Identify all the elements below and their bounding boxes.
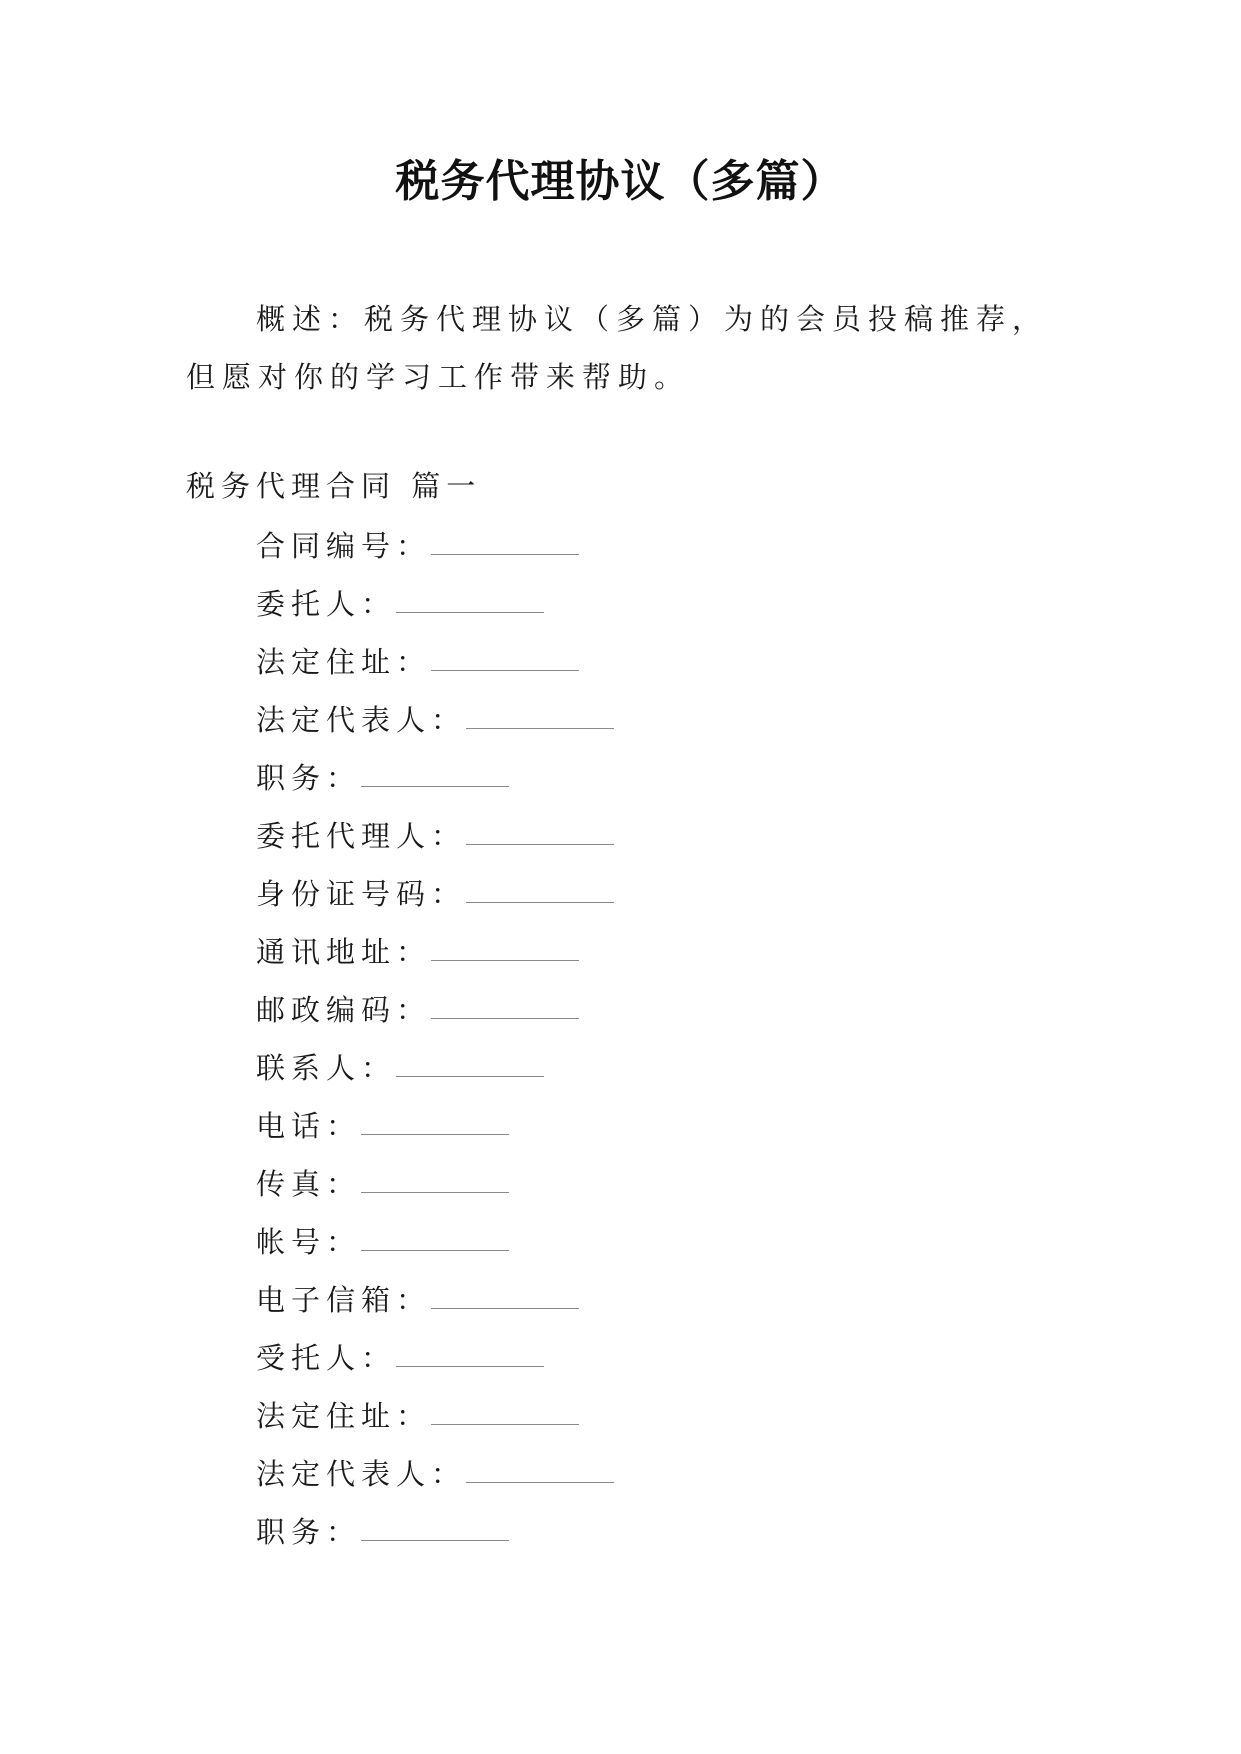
field-label: 身份证号码： xyxy=(256,877,467,911)
field-label: 电话： xyxy=(256,1109,362,1143)
field-mailing-address xyxy=(256,930,614,988)
field-trustee-legal-address xyxy=(256,1394,614,1452)
field-blank-line xyxy=(466,698,614,729)
field-position xyxy=(256,756,614,814)
field-trustee-position xyxy=(256,1510,614,1568)
field-blank-line xyxy=(466,814,614,845)
field-label: 法定住址： xyxy=(256,1399,432,1433)
field-blank-line xyxy=(396,1046,544,1077)
field-blank-line xyxy=(431,930,579,961)
field-blank-line xyxy=(396,1336,544,1367)
field-label: 电子信箱： xyxy=(256,1283,432,1317)
field-blank-line xyxy=(431,1394,579,1425)
field-label: 受托人： xyxy=(256,1341,397,1375)
field-blank-line xyxy=(431,524,579,555)
field-fax xyxy=(256,1162,614,1220)
field-legal-representative xyxy=(256,698,614,756)
field-account-number xyxy=(256,1220,614,1278)
field-label: 职务： xyxy=(256,761,362,795)
field-label: 邮政编码： xyxy=(256,993,432,1027)
field-blank-line xyxy=(361,1162,509,1193)
contract-field-list xyxy=(256,524,614,1568)
field-blank-line xyxy=(361,1220,509,1251)
field-label: 联系人： xyxy=(256,1051,397,1085)
field-blank-line xyxy=(361,1104,509,1135)
field-blank-line xyxy=(361,756,509,787)
field-blank-line xyxy=(431,988,579,1019)
field-blank-line xyxy=(431,640,579,671)
summary-paragraph: 概述：税务代理协议（多篇）为的会员投稿推荐，但愿对你的学习工作带来帮助。 xyxy=(186,302,1049,394)
field-agent-trustee xyxy=(256,1336,614,1394)
field-contract-number xyxy=(256,524,614,582)
field-blank-line xyxy=(361,1510,509,1541)
field-legal-address xyxy=(256,640,614,698)
field-label: 法定代表人： xyxy=(256,703,467,737)
field-contact-person xyxy=(256,1046,614,1104)
field-blank-line xyxy=(431,1278,579,1309)
field-phone xyxy=(256,1104,614,1162)
field-postal-code xyxy=(256,988,614,1046)
field-principal xyxy=(256,582,614,640)
field-id-number xyxy=(256,872,614,930)
field-blank-line xyxy=(466,1452,614,1483)
field-blank-line xyxy=(396,582,544,613)
field-label: 帐号： xyxy=(256,1225,362,1259)
field-trustee-legal-representative xyxy=(256,1452,614,1510)
document-title: 税务代理协议（多篇） xyxy=(395,156,846,207)
field-label: 法定代表人： xyxy=(256,1457,467,1491)
field-label: 传真： xyxy=(256,1167,362,1201)
field-email xyxy=(256,1278,614,1336)
field-label: 委托人： xyxy=(256,587,397,621)
field-label: 法定住址： xyxy=(256,645,432,679)
field-authorized-agent xyxy=(256,814,614,872)
field-label: 委托代理人： xyxy=(256,819,467,853)
field-blank-line xyxy=(466,872,614,903)
section-title: 税务代理合同 篇一 xyxy=(186,469,482,503)
field-label: 通讯地址： xyxy=(256,935,432,969)
field-label: 职务： xyxy=(256,1515,362,1549)
field-label: 合同编号： xyxy=(256,529,432,563)
